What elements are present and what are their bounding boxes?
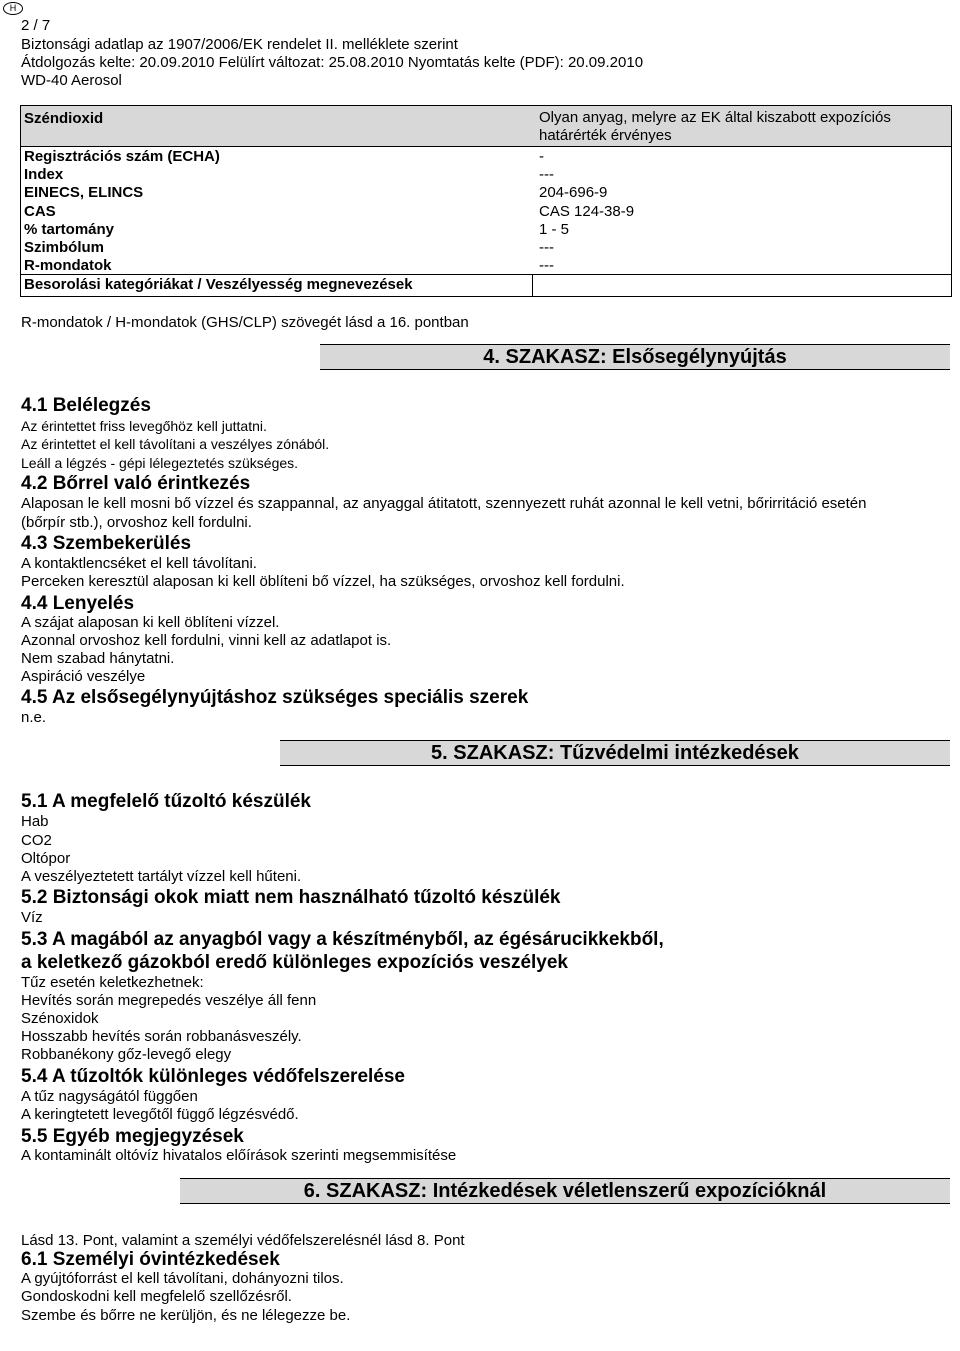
row-value-einecs: 204-696-9 [539,184,608,201]
row-label-cas: CAS [24,203,56,220]
row-label-r-phrases: R-mondatok [24,257,112,274]
text-5-3-e: Robbanékony gőz-levegő elegy [21,1046,232,1063]
row-label-symbol: Szimbólum [24,239,105,256]
text-6-1-a: A gyújtóforrást el kell távolítani, dohányozni tilos. [21,1270,344,1287]
text-4-2-a: Alaposan le kell mosni bő vízzel és szappannal, az anyaggal átitatott, szennyezett ruhát azonnal le kell vetni, bőrirritáció esetén [21,495,867,512]
substance-note-1: Olyan anyag, melyre az EK által kiszabott expozíciós [539,109,891,126]
text-4-3-a: A kontaktlencséket el kell távolítani. [21,555,257,572]
logo-icon: H [3,2,23,15]
text-4-2-b: (bőrpír stb.), orvoshoz kell fordulni. [21,514,252,531]
text-5-5: A kontaminált oltóvíz hivatalos előírások szerinti megsemmisítése [21,1147,457,1164]
heading-4-1: 4.1 Belélegzés [21,395,151,416]
text-4-1-b: Az érintettet el kell távolítani a veszélyes zónából. [21,436,330,452]
section-6-title: 6. SZAKASZ: Intézkedések véletlenszerű expozícióknál [180,1178,950,1204]
section-4-title: 4. SZAKASZ: Elsősegélynyújtás [320,344,950,370]
text-5-3-b: Hevítés során megrepedés veszélye áll fenn [21,992,317,1009]
heading-4-3: 4.3 Szembekerülés [21,533,192,554]
section-5-title: 5. SZAKASZ: Tűzvédelmi intézkedések [280,740,950,766]
text-4-4-a: A szájat alaposan ki kell öblíteni vízzel. [21,614,280,631]
page-number: 2 / 7 [21,17,51,34]
text-4-4-b: Azonnal orvoshoz kell fordulni, vinni kell az adatlapot is. [21,632,392,649]
r-phrases-note: R-mondatok / H-mondatok (GHS/CLP) szövegét lásd a 16. pontban [21,314,469,331]
row-label-index: Index [24,166,64,183]
text-5-1-a: Hab [21,813,49,830]
text-4-5: n.e. [21,709,47,726]
text-5-2: Víz [21,909,43,926]
heading-5-2: 5.2 Biztonsági okok miatt nem használható tűzoltó készülék [21,887,561,908]
heading-4-4: 4.4 Lenyelés [21,593,135,614]
substance-note-2: határérték érvényes [539,127,672,144]
text-4-1-a: Az érintettet friss levegőhöz kell juttatni. [21,418,267,434]
substance-name: Széndioxid [24,110,104,127]
heading-5-1: 5.1 A megfelelő tűzoltó készülék [21,791,312,812]
text-4-1-c: Leáll a légzés - gépi lélegeztetés szükséges. [21,455,299,471]
text-5-3-a: Tűz esetén keletkezhetnek: [21,974,204,991]
heading-5-3-line-1: 5.3 A magából az anyagból vagy a készítményből, az égésárucikkekből, [21,929,664,950]
table-divider [532,274,533,296]
row-value-symbol: --- [539,239,554,256]
text-4-3-b: Perceken keresztül alaposan ki kell öblíteni bő vízzel, ha szükséges, orvoshoz kell fordulni. [21,573,625,590]
text-4-4-d: Aspiráció veszélye [21,668,146,685]
row-label-registration: Regisztrációs szám (ECHA) [24,148,220,165]
dates-line: Átdolgozás kelte: 20.09.2010 Felülírt változat: 25.08.2010 Nyomtatás kelte (PDF): 20.09.2010 [21,54,644,71]
classification-label: Besorolási kategóriákat / Veszélyesség megnevezések [24,276,413,293]
substance-table [20,105,952,297]
text-5-1-d: A veszélyeztetett tartályt vízzel kell hűteni. [21,868,302,885]
text-5-4-b: A keringtetett levegőtől függő légzésvédő. [21,1106,299,1123]
row-value-index: --- [539,166,554,183]
text-5-1-c: Oltópor [21,850,71,867]
heading-5-5: 5.5 Egyéb megjegyzések [21,1126,244,1147]
text-5-3-c: Szénoxidok [21,1010,99,1027]
regulation-line: Biztonsági adatlap az 1907/2006/EK rendelet II. melléklete szerint [21,36,458,53]
text-4-4-c: Nem szabad hánytatni. [21,650,175,667]
text-5-3-d: Hosszabb hevítés során robbanásveszély. [21,1028,302,1045]
heading-5-3-line-2: a keletkező gázokból eredő különleges expozíciós veszélyek [21,952,569,973]
row-value-registration: - [539,148,544,165]
product-name: WD-40 Aerosol [21,72,122,89]
row-label-einecs: EINECS, ELINCS [24,184,144,201]
row-value-percent: 1 - 5 [539,221,570,238]
row-label-percent: % tartomány [24,221,115,238]
heading-4-5: 4.5 Az elsősegélynyújtáshoz szükséges speciális szerek [21,687,529,708]
heading-6-1: 6.1 Személyi óvintézkedések [21,1249,280,1270]
row-value-cas: CAS 124-38-9 [539,203,635,220]
text-5-1-b: CO2 [21,832,52,849]
text-6-1-b: Gondoskodni kell megfelelő szellőzésről. [21,1288,292,1305]
text-5-4-a: A tűz nagyságától függően [21,1088,198,1105]
text-6-1-c: Szembe és bőrre ne kerüljön, és ne lélegezze be. [21,1307,351,1324]
row-value-r-phrases: --- [539,257,554,274]
heading-5-4: 5.4 A tűzoltók különleges védőfelszerelése [21,1066,405,1087]
heading-4-2: 4.2 Bőrrel való érintkezés [21,473,251,494]
text-6-intro: Lásd 13. Pont, valamint a személyi védőfelszerelésnél lásd 8. Pont [21,1232,465,1249]
